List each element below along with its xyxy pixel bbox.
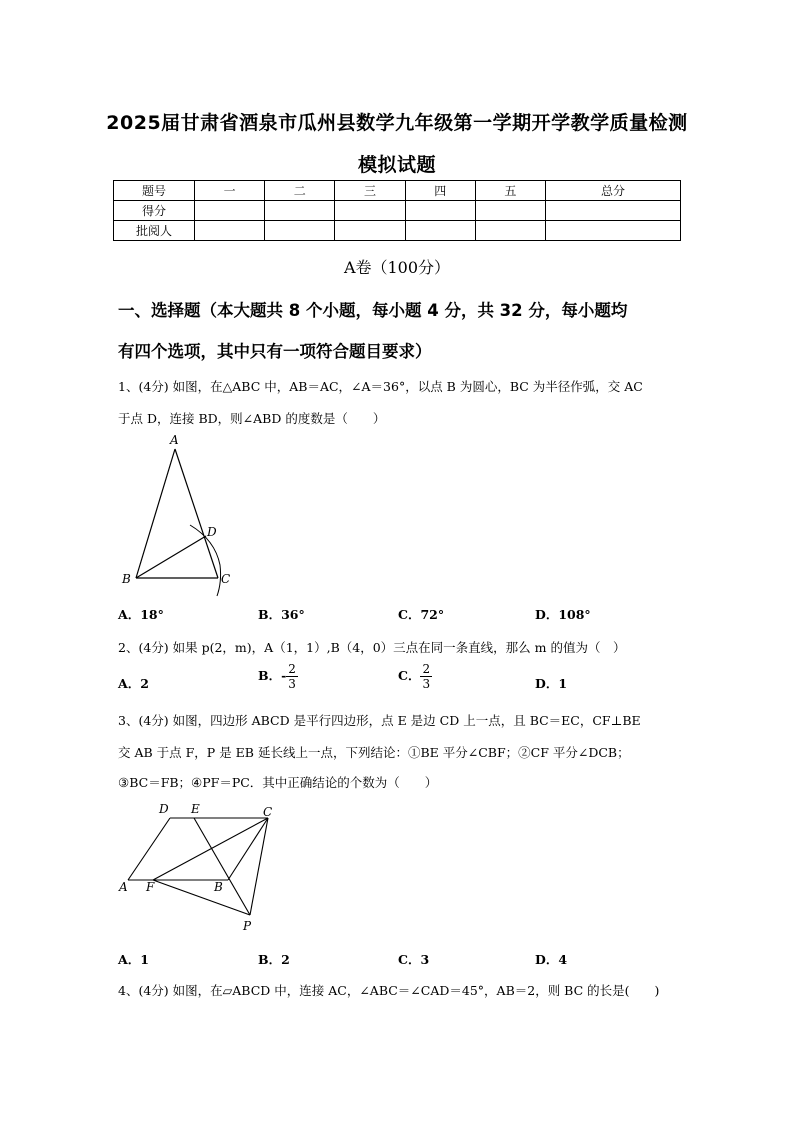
page-title: 2025届甘肃省酒泉市瓜州县数学九年级第一学期开学教学质量检测 <box>106 112 688 134</box>
score-cell <box>335 221 405 241</box>
score-cell <box>475 221 545 241</box>
label-d: D <box>159 802 169 816</box>
segment-ac <box>175 449 218 578</box>
table-header-cell: 总分 <box>546 181 681 201</box>
score-cell <box>475 201 545 221</box>
question-3-text-line3: ③BC＝FB；④PF＝PC．其中正确结论的个数为（ ） <box>118 775 438 790</box>
label-e: E <box>191 802 200 816</box>
segment-fp <box>153 880 250 915</box>
score-cell <box>195 201 265 221</box>
volume-title: A卷（100分） <box>343 258 451 277</box>
section-heading: 一、选择题（本大题共 8 个小题，每小题 4 分，共 32 分，每小题均 <box>118 301 628 320</box>
table-header-row <box>114 181 681 201</box>
label-a: A <box>119 880 128 894</box>
question-1-option-b: B．36° <box>258 607 305 622</box>
fraction-numerator: 2 <box>422 662 431 676</box>
question-3-option-a: A．1 <box>118 952 149 967</box>
table-row-label: 得分 <box>114 201 195 221</box>
fraction-numerator: 2 <box>288 662 296 676</box>
score-cell <box>405 221 475 241</box>
question-3-figure <box>110 798 290 938</box>
question-2-option-b <box>258 662 298 691</box>
score-table <box>113 180 681 241</box>
table-header-cell: 题号 <box>114 181 195 201</box>
score-cell <box>265 201 335 221</box>
label-b: B <box>122 572 131 586</box>
option-b-prefix: B．- <box>258 668 287 683</box>
question-2-option-a: A．2 <box>118 676 149 691</box>
question-2-option-c <box>398 662 432 691</box>
score-cell <box>265 221 335 241</box>
question-1-figure <box>110 430 250 600</box>
question-4-text: 4、(4分) 如图，在▱ABCD 中，连接 AC，∠ABC＝∠CAD＝45°，AB＝2，则 BC 的长是( ) <box>118 983 660 998</box>
fraction <box>286 662 298 691</box>
question-3-text-line2: 交 AB 于点 F，P 是 EB 延长线上一点，下列结论：①BE 平分∠CBF；②CF 平分∠DCB； <box>118 745 630 760</box>
label-d: D <box>207 525 217 539</box>
label-b: B <box>214 880 223 894</box>
label-p: P <box>243 919 252 933</box>
question-1-text-line2: 于点 D，连接 BD，则∠ABD 的度数是（ ） <box>118 411 386 426</box>
table-row <box>114 201 681 221</box>
section-heading-line2: 有四个选项，其中只有一项符合题目要求） <box>118 342 432 361</box>
question-3-option-d: D．4 <box>535 952 568 967</box>
table-header-cell: 五 <box>475 181 545 201</box>
table-header-cell: 二 <box>265 181 335 201</box>
question-1-option-c: C．72° <box>398 607 445 622</box>
question-3-option-b: B．2 <box>258 952 290 967</box>
page-title-line2: 模拟试题 <box>357 154 436 176</box>
score-cell <box>405 201 475 221</box>
question-1-option-a: A．18° <box>118 607 164 622</box>
table-row-label: 批阅人 <box>114 221 195 241</box>
table-header-cell: 三 <box>335 181 405 201</box>
table-header-cell: 四 <box>405 181 475 201</box>
score-cell <box>546 221 681 241</box>
fraction-denominator: 3 <box>422 677 431 691</box>
fraction-denominator: 3 <box>288 677 296 691</box>
question-1-option-d: D．108° <box>535 607 591 622</box>
option-c-prefix: C． <box>398 668 421 683</box>
label-c: C <box>263 805 273 819</box>
question-3-text: 3、(4分) 如图，四边形 ABCD 是平行四边形，点 E 是边 CD 上一点，且 BC＝EC，CF⊥BE <box>118 713 641 728</box>
question-1-text: 1、(4分) 如图，在△ABC 中，AB＝AC，∠A＝36°，以点 B 为圆心，BC 为半径作弧，交 AC <box>118 379 643 394</box>
label-f: F <box>146 880 155 894</box>
label-a: A <box>170 433 179 447</box>
label-c: C <box>221 572 231 586</box>
table-row <box>114 221 681 241</box>
question-2-option-d: D．1 <box>535 676 568 691</box>
question-2-text: 2、(4分) 如果 p(2，m)，A（1，1）,B（4，0）三点在同一条直线，那么 m 的值为（ ） <box>118 640 626 655</box>
question-3-option-c: C．3 <box>398 952 430 967</box>
segment-cf <box>153 818 268 880</box>
table-header-cell: 一 <box>195 181 265 201</box>
score-cell <box>195 221 265 241</box>
segment-ad <box>128 818 170 880</box>
fraction <box>420 662 432 691</box>
score-cell <box>335 201 405 221</box>
score-cell <box>546 201 681 221</box>
